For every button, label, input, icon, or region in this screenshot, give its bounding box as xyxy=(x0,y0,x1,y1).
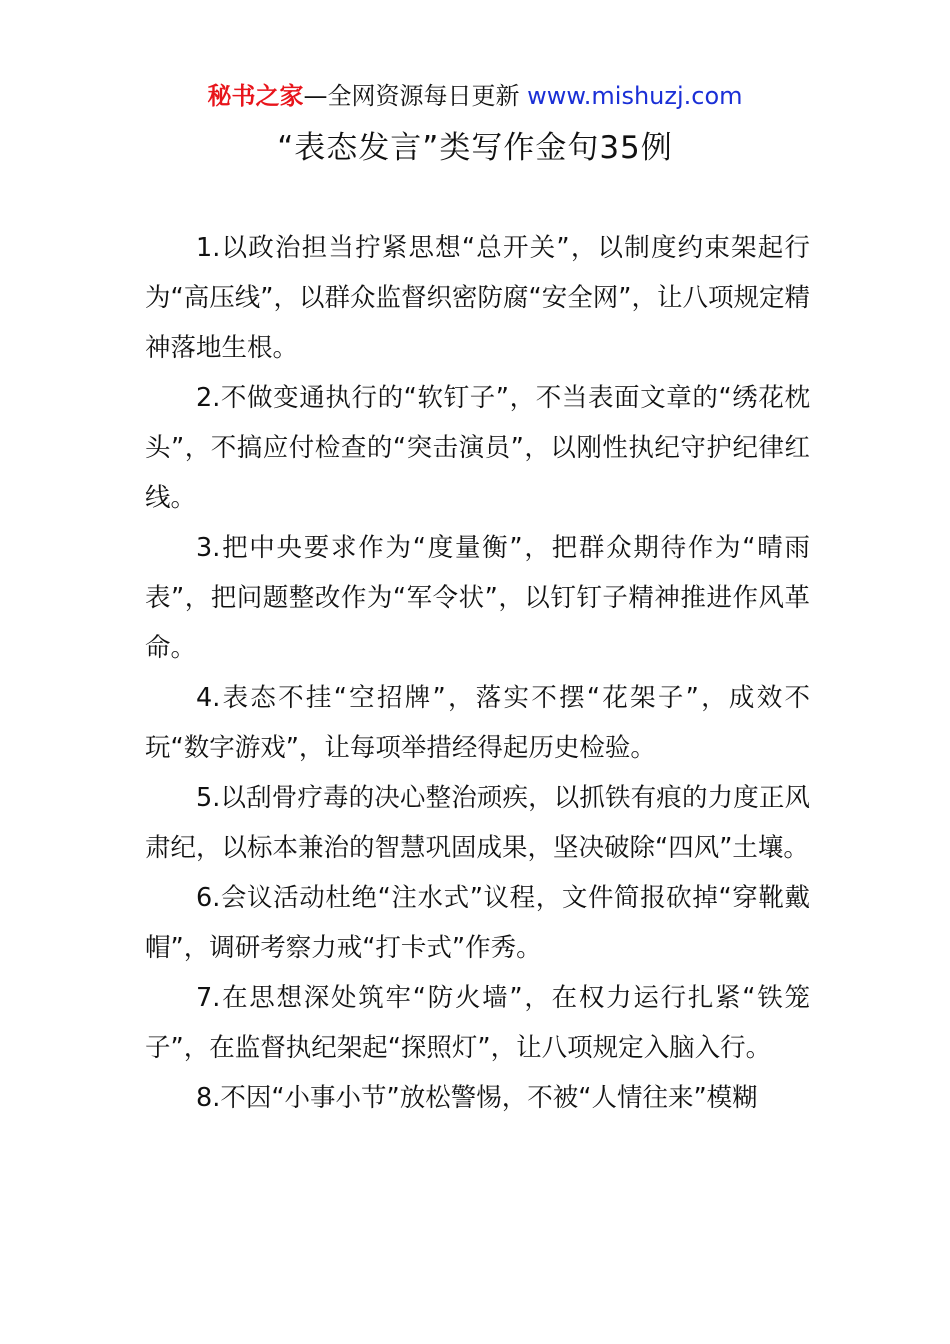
paragraph-4: 4.表态不挂“空招牌”，落实不摆“花架子”，成效不玩“数字游戏”，让每项举措经得起历史检验。 xyxy=(145,683,810,763)
paragraph-5: 5.以刮骨疗毒的决心整治顽疾，以抓铁有痕的力度正风肃纪，以标本兼治的智慧巩固成果，坚决破除“四风”土壤。 xyxy=(145,783,810,863)
paragraph-6: 6.会议活动杜绝“注水式”议程，文件简报砍掉“穿靴戴帽”，调研考察力戒“打卡式”作秀。 xyxy=(145,883,810,963)
document-title: “表态发言”类写作金句35例 xyxy=(277,130,673,166)
header-tagline: —全网资源每日更新 xyxy=(303,82,528,110)
paragraph-7: 7.在思想深处筑牢“防火墙”，在权力运行扎紧“铁笼子”，在监督执纪架起“探照灯”，让八项规定入脑入行。 xyxy=(145,983,810,1063)
brand-name: 秘书之家 xyxy=(207,82,304,110)
paragraph-3: 3.把中央要求作为“度量衡”，把群众期待作为“晴雨表”，把问题整改作为“军令状”，以钉钉子精神推进作风革命。 xyxy=(145,533,810,663)
site-header xyxy=(0,80,950,112)
paragraph-1: 1.以政治担当拧紧思想“总开关”，以制度约束架起行为“高压线”，以群众监督织密防腐“安全网”，让八项规定精神落地生根。 xyxy=(145,233,810,363)
site-url: www.mishuzj.com xyxy=(527,82,743,110)
document-body xyxy=(145,223,810,1123)
paragraph-8: 8.不因“小事小节”放松警惕，不被“人情往来”模糊 xyxy=(196,1083,758,1113)
paragraph-2: 2.不做变通执行的“软钉子”，不当表面文章的“绣花枕头”，不搞应付检查的“突击演员”，以刚性执纪守护纪律红线。 xyxy=(145,383,810,513)
